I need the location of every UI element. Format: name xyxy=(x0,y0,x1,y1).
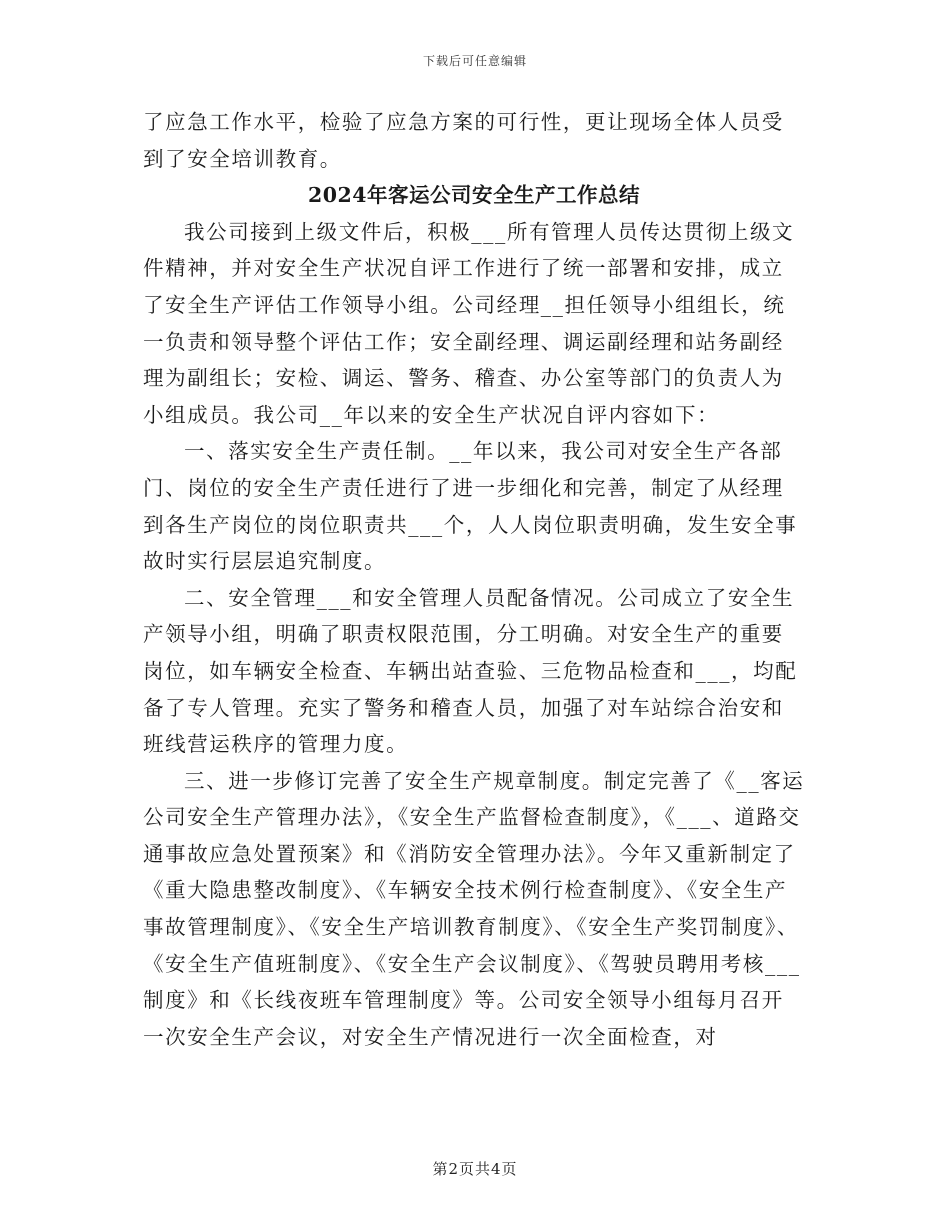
body-paragraph: 三、进一步修订完善了安全生产规章制度。制定完善了《__客运公司安全生产管理办法》，《安全生产监督检查制度》，《___、道路交通事故应急处置预案》和《消防安全管理办法》。今年又重新制定了《重大隐患整改制度》、《车辆安全技术例行检查制度》、《安全生产事故管理制度》、《安全生产培训教育制度》、《安全生产奖罚制度》、《安全生产值班制度》、《安全生产会议制度》、《驾驶员聘用考核___制度》和《长线夜班车管理制度》等。公司安全领导小组每月召开一次安全生产会议，对安全生产情况进行一次全面检查，对 xyxy=(143,768,805,1049)
page-footer: 第2页共4页 xyxy=(432,1160,518,1178)
body-paragraph: 我公司接到上级文件后，积极___所有管理人员传达贯彻上级文件精神，并对安全生产状况自评工作进行了统一部署和安排，成立了安全生产评估工作领导小组。公司经理__担任领导小组组长，统一负责和领导整个评估工作；安全副经理、调运副经理和站务副经理为副组长；安检、调运、警务、稽查、办公室等部门的负责人为小组成员。我公司__年以来的安全生产状况自评内容如下： xyxy=(143,219,795,427)
document-title: 2024年客运公司安全生产工作总结 xyxy=(307,183,641,208)
document-body xyxy=(143,104,805,1055)
body-paragraph: 一、落实安全生产责任制。__年以来，我公司对安全生产各部门、岗位的安全生产责任进行了进一步细化和完善，制定了从经理到各生产岗位的岗位职责共___个，人人岗位职责明确，发生安全事故时实行层层追究制度。 xyxy=(143,439,798,574)
body-paragraph: 二、安全管理___和安全管理人员配备情况。公司成立了安全生产领导小组，明确了职责权限范围，分工明确。对安全生产的重要岗位，如车辆安全检查、车辆出站查验、三危物品检查和___，均配备了专人管理。充实了警务和稽查人员，加强了对车站综合治安和班线营运秩序的管理力度。 xyxy=(143,585,798,757)
page-header: 下载后可任意编辑 xyxy=(422,54,527,68)
intro-continuation-paragraph: 了应急工作水平，检验了应急方案的可行性，更让现场全体人员受到了安全培训教育。 xyxy=(143,110,784,171)
